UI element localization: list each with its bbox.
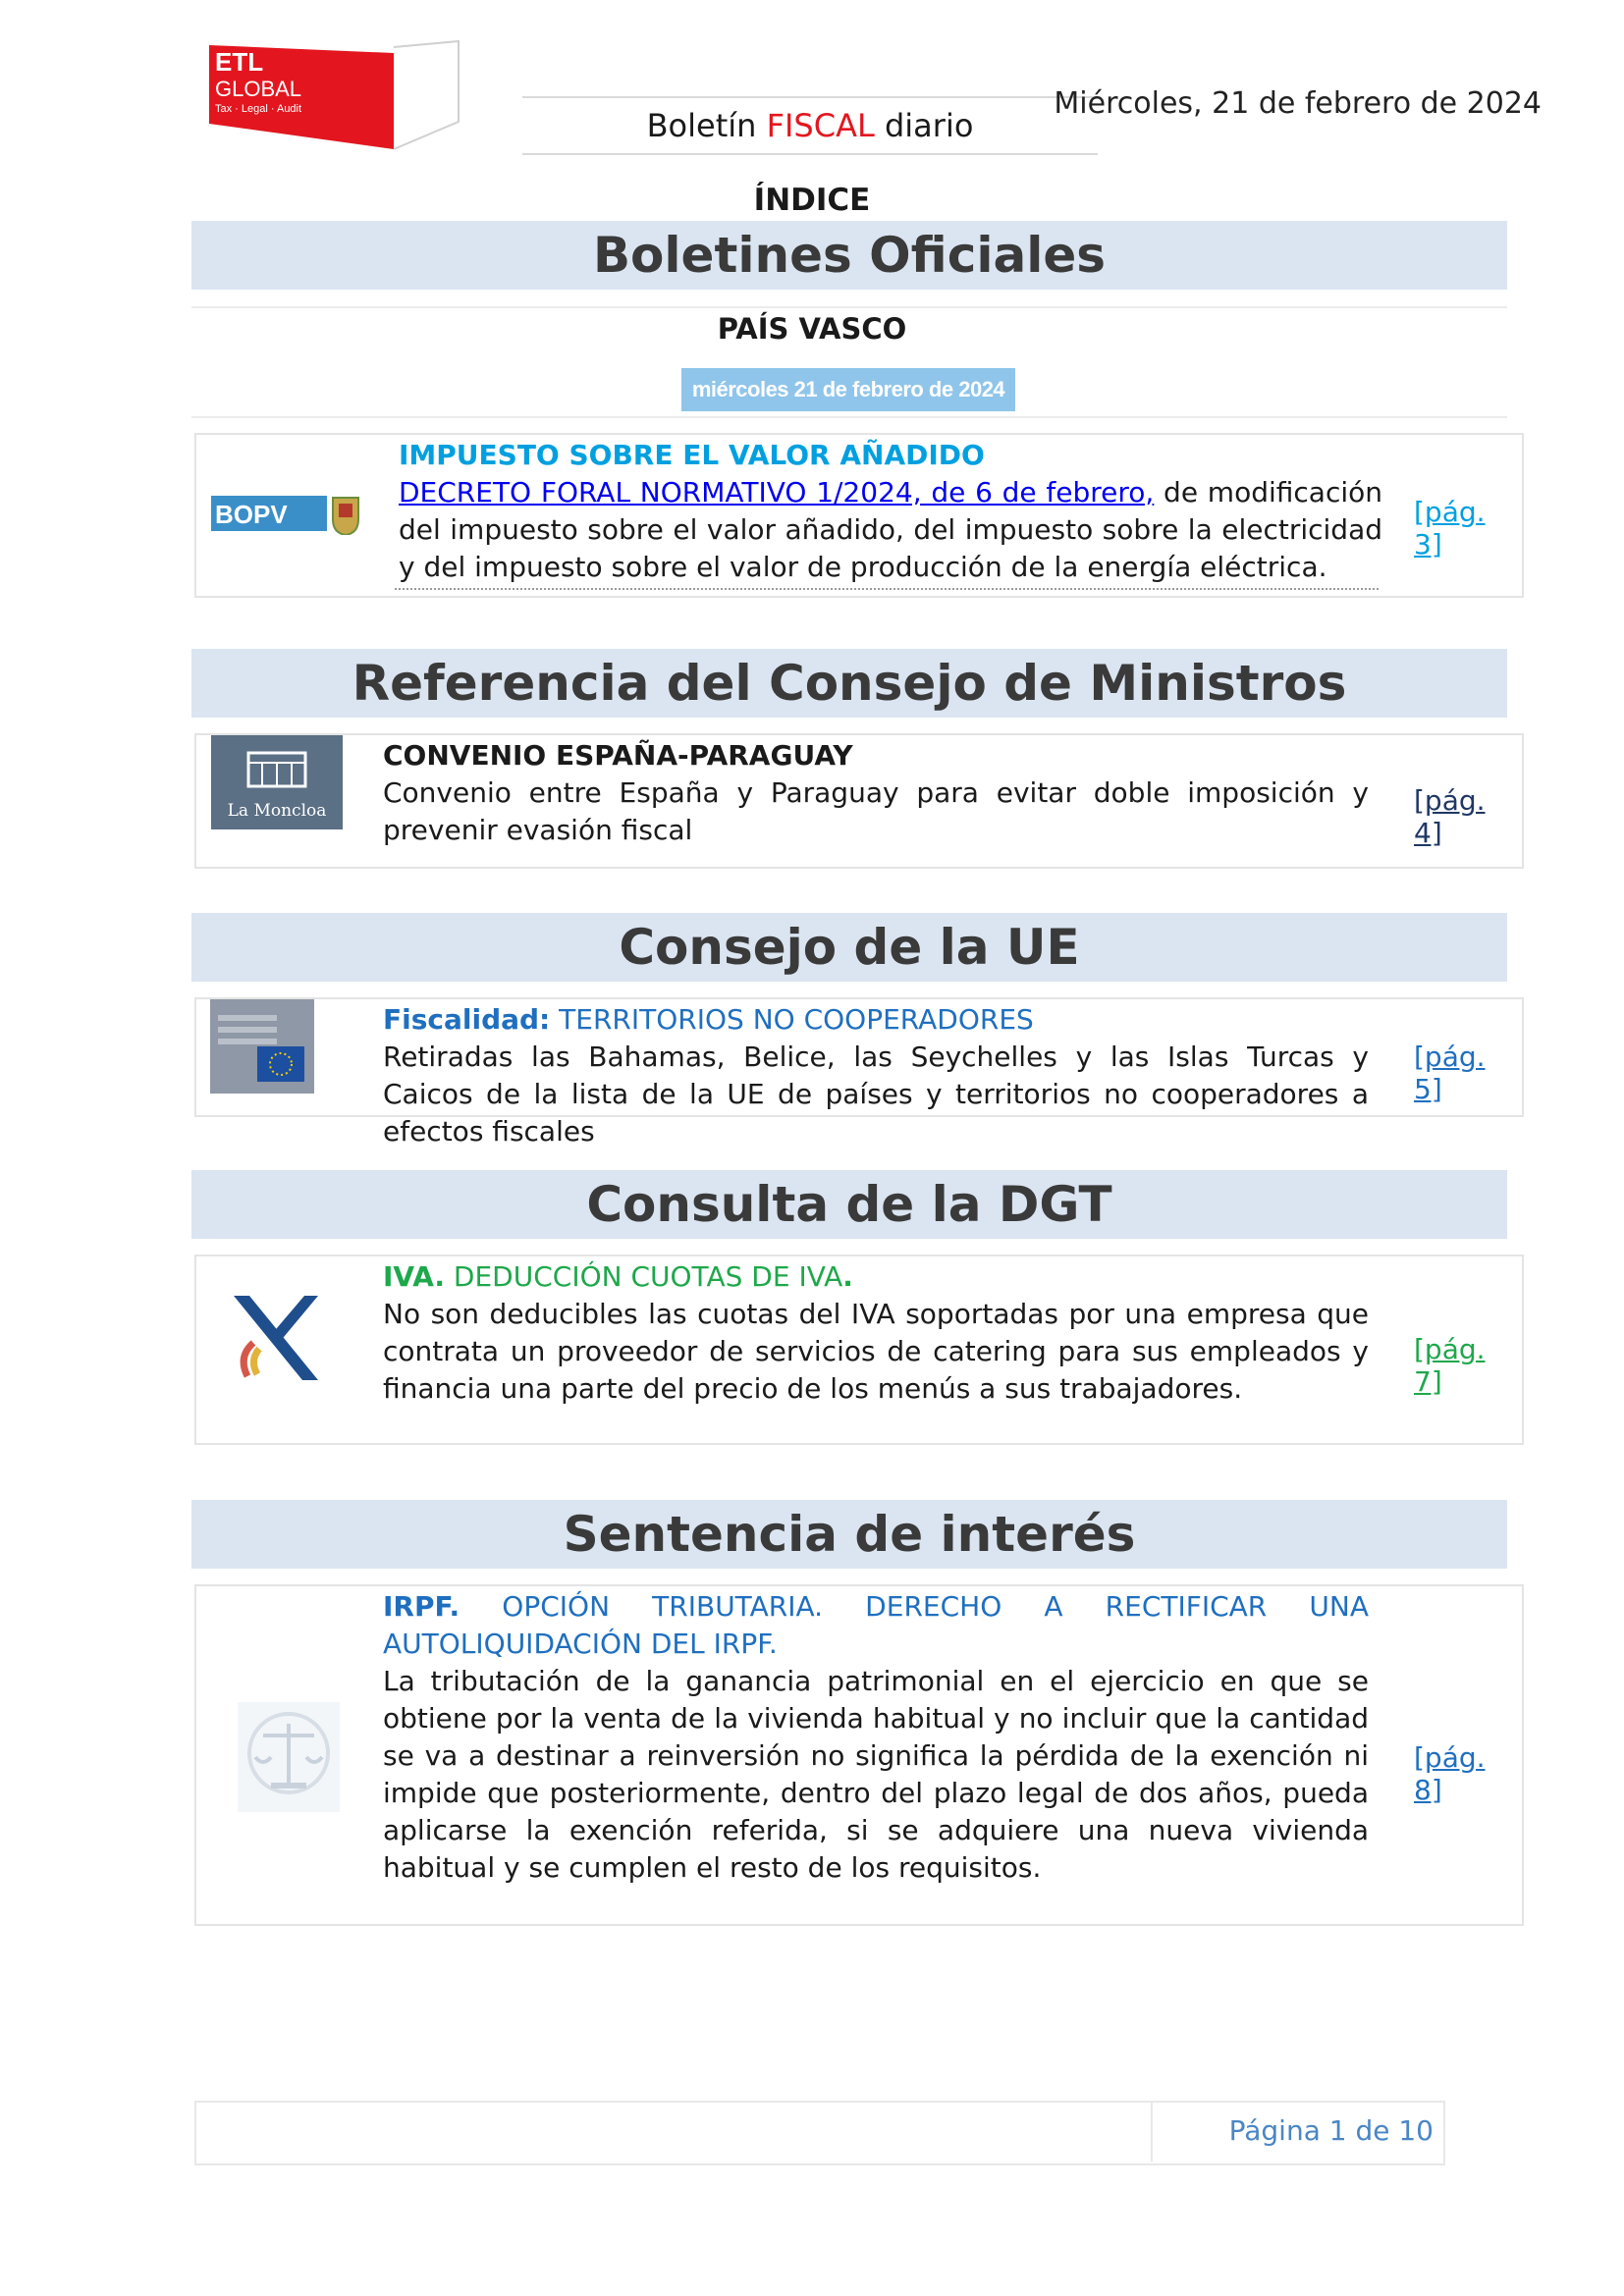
entry-heading: IMPUESTO SOBRE EL VALOR AÑADIDO bbox=[399, 439, 985, 471]
title-prefix: Boletín bbox=[646, 107, 767, 144]
section-title-consejo-ue: Consejo de la UE bbox=[191, 913, 1507, 982]
logo-line2: GLOBAL bbox=[215, 77, 302, 101]
entry-heading bbox=[383, 1258, 1369, 1296]
entry-card-dgt bbox=[194, 1255, 1524, 1445]
section-title-consejo-ministros: Referencia del Consejo de Ministros bbox=[191, 649, 1507, 718]
moncloa-logo-text: La Moncloa bbox=[227, 801, 327, 821]
page-ref-link[interactable]: [pág. 8] bbox=[1414, 1741, 1486, 1806]
header-date-rest: , 21 de febrero de 2024 bbox=[1193, 86, 1542, 121]
entry-heading-bold: IRPF. bbox=[383, 1590, 460, 1623]
entry-card-ue bbox=[194, 997, 1524, 1148]
page-number: Página 1 de 10 bbox=[1228, 2114, 1434, 2147]
entry-text bbox=[383, 737, 1369, 849]
page-ref-link[interactable]: [pág. 5] bbox=[1414, 1041, 1486, 1105]
entry-heading-rest: TERRITORIOS NO COOPERADORES bbox=[550, 1003, 1034, 1036]
eu-council-icon bbox=[210, 999, 314, 1094]
entry-body: de modificación del impuesto sobre el valor añadido, del impuesto sobre la electricidad y del impuesto sobre el valor de producción de la energía eléctrica. bbox=[399, 476, 1383, 583]
bopv-logo-icon bbox=[211, 492, 360, 535]
header-date-weekday: Miércoles bbox=[1054, 86, 1194, 121]
footer-divider bbox=[1151, 2101, 1153, 2162]
entry-heading-end: . bbox=[842, 1260, 853, 1293]
page-ref-link[interactable]: [pág. 3] bbox=[1414, 496, 1486, 561]
title-highlight: FISCAL bbox=[766, 107, 875, 144]
bulletin-title bbox=[522, 96, 1098, 155]
page-ref-link[interactable]: [pág. 4] bbox=[1414, 784, 1486, 849]
decreto-link[interactable]: DECRETO FORAL NORMATIVO 1/2024, de 6 de febrero, bbox=[399, 476, 1155, 508]
index-label: ÍNDICE bbox=[753, 183, 871, 218]
entry-text bbox=[399, 437, 1382, 586]
entry-heading-bold: IVA. bbox=[383, 1260, 446, 1293]
header-date bbox=[1041, 86, 1542, 121]
moncloa-logo-icon bbox=[211, 735, 343, 829]
justice-scales-icon bbox=[238, 1702, 340, 1812]
page-ref-link[interactable]: [pág. 7] bbox=[1414, 1333, 1486, 1398]
entry-heading bbox=[383, 1001, 1369, 1039]
entry-text bbox=[383, 1258, 1369, 1408]
section-title-dgt: Consulta de la DGT bbox=[191, 1170, 1507, 1239]
entry-heading-rest: OPCIÓN TRIBUTARIA. DERECHO A RECTIFICAR UNA AUTOLIQUIDACIÓN DEL IRPF. bbox=[383, 1590, 1369, 1660]
etl-global-logo bbox=[201, 39, 466, 155]
dotted-separator bbox=[395, 588, 1379, 590]
entry-body: La tributación de la ganancia patrimonial en el ejercicio en que se obtiene por la venta de la vivienda habitual y no incluir que la cantidad se va a destinar a reinversión no significa la pérdida de la exención ni impide que posteriormente, dentro del plazo legal de dos años, pueda aplicarse la exención referida, si se adquiere una nueva vivienda habitual y se cumplen el resto de los requisitos. bbox=[383, 1665, 1369, 1884]
divider bbox=[191, 416, 1507, 418]
region-label: PAÍS VASCO bbox=[717, 312, 907, 346]
entry-text bbox=[383, 1588, 1369, 1887]
section-title-boletines: Boletines Oficiales bbox=[191, 221, 1507, 290]
entry-card-moncloa bbox=[194, 733, 1524, 869]
entry-heading bbox=[383, 1588, 1369, 1663]
section-title-sentencia: Sentencia de interés bbox=[191, 1500, 1507, 1569]
logo-line3: Tax · Legal · Audit bbox=[215, 103, 302, 115]
entry-heading: CONVENIO ESPAÑA-PARAGUAY bbox=[383, 739, 853, 772]
bopv-logo-text: BOPV bbox=[215, 500, 288, 529]
aeat-logo-icon bbox=[220, 1286, 330, 1388]
entry-card-bopv bbox=[194, 433, 1524, 598]
entry-text bbox=[383, 1001, 1369, 1150]
entry-body: Convenio entre España y Paraguay para evitar doble imposición y prevenir evasión fiscal bbox=[383, 776, 1369, 846]
entry-heading-bold: Fiscalidad: bbox=[383, 1003, 551, 1036]
entry-body: Retiradas las Bahamas, Belice, las Seychelles y las Islas Turcas y Caicos de la lista de la UE de países y territorios no cooperadores a efectos fiscales bbox=[383, 1041, 1369, 1148]
entry-heading-rest: DEDUCCIÓN CUOTAS DE IVA bbox=[445, 1260, 843, 1293]
divider bbox=[191, 306, 1507, 308]
entry-card-sentencia bbox=[194, 1584, 1524, 1926]
entry-body: No son deducibles las cuotas del IVA soportadas por una empresa que contrata un proveedor de servicios de catering para sus empleados y financia una parte del precio de los menús a sus trabajadores. bbox=[383, 1298, 1369, 1405]
logo-line1: ETL bbox=[215, 47, 264, 77]
date-badge: miércoles 21 de febrero de 2024 bbox=[681, 368, 1015, 411]
title-suffix: diario bbox=[874, 107, 974, 144]
